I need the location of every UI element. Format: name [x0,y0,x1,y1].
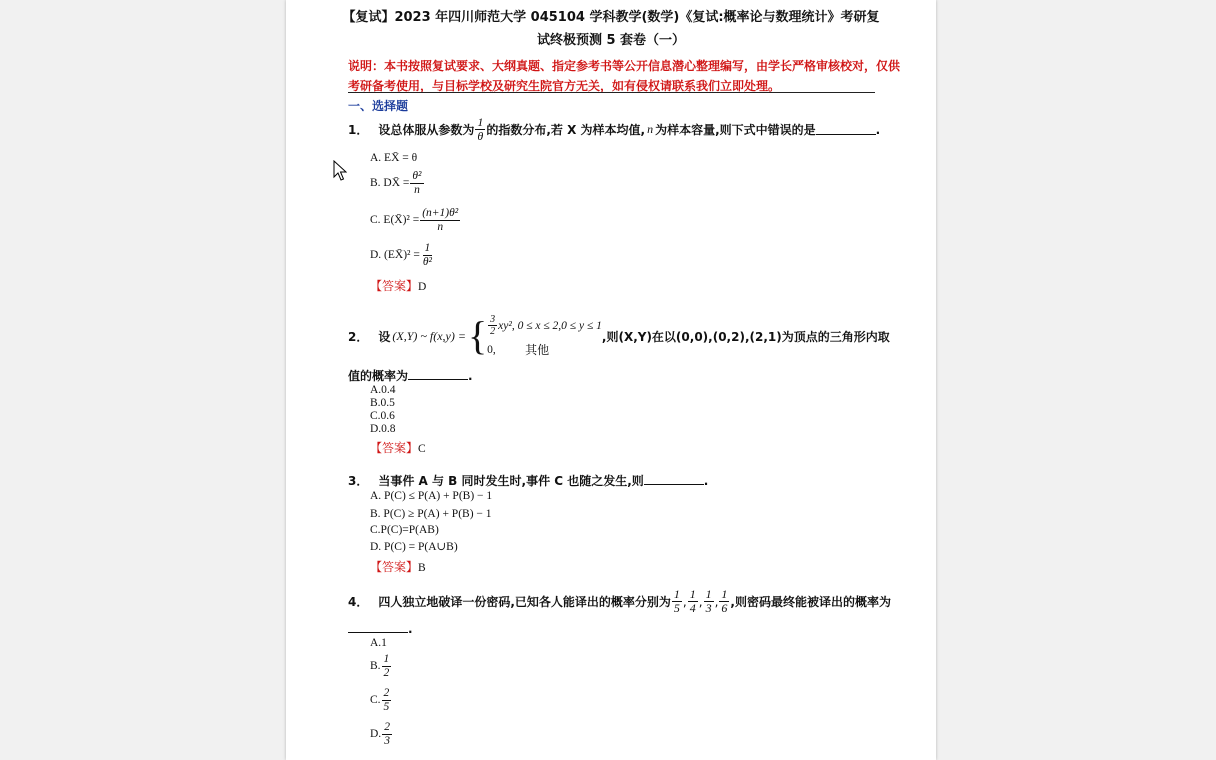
q1-frac-num: 1 [477,115,484,129]
q4-frac-2 [688,588,698,615]
q1-optb-den: n [414,183,420,196]
notice-line2: 考研备考使用，与目标学校及研究生院官方无关，如有侵权请联系我们立即处理。 [348,79,781,93]
q1-optb-pre: B. DX̄ = [370,177,410,190]
q1-optd-num: 1 [424,242,431,254]
q4-optc-den: 5 [383,700,390,713]
q3-option-a: A. P(C) ≤ P(A) + P(B) − 1 [370,490,493,502]
q1-optd-den: θ² [422,255,432,268]
q2-cases [487,314,602,358]
q1-optc-num: (n+1)θ² [422,207,459,219]
question-3 [348,472,708,489]
q2-brace: { [467,313,488,358]
q4-optc-label: C. [370,694,381,707]
q4-frac-1-num: 1 [673,587,680,601]
q4-option-a: A.1 [370,637,387,649]
q2-case1-expr: xy², 0 ≤ x ≤ 2,0 ≤ y ≤ 1 [498,319,602,332]
q4-frac-2-num: 1 [689,587,696,601]
q3-blank [644,474,704,485]
question-2 [348,308,890,364]
q1-option-c [370,207,461,233]
q1-text-post: 的指数分布,若 X 为样本均值, [486,123,646,138]
q1-answer-label: 【答案】 [370,279,419,293]
q2-distribution: (X,Y) ~ f(x,y) = [392,328,466,343]
q1-period: . [875,122,881,137]
q4-frac-3-num: 1 [705,587,712,601]
q1-optb-num: θ² [412,170,422,182]
q1-option-b [370,170,425,196]
q4-frac-1 [672,588,682,615]
header-rule [348,92,875,93]
q1-option-a: A. EX̄ = θ [370,152,418,164]
q1-fraction [475,116,485,143]
q3-option-c: C.P(C)=P(AB) [370,524,439,536]
q2-case2-value: 0, [487,343,496,356]
q4-optd-num: 2 [384,721,390,733]
q3-period: . [703,474,709,488]
q2-case2 [487,341,602,358]
q4-optb-den: 2 [383,666,390,679]
q2-case1-num: 3 [490,314,496,325]
section-heading: 一、选择题 [348,99,409,113]
q4-option-d [370,721,393,747]
q4-optd-label: D. [370,728,382,741]
q1-blank [816,124,876,135]
q1-optc-den: n [437,220,444,233]
q2-option-b: B.0.5 [370,397,395,409]
q4-frac-3-den: 3 [705,601,712,616]
q2-line2 [348,367,473,384]
q2-blank [408,369,468,380]
q4-optb-num: 1 [383,653,390,665]
q1-frac-den: θ [477,129,484,144]
q1-optd-pre: D. (EX̄)² = [370,249,420,262]
q3-text: 当事件 A 与 B 同时发生时,事件 C 也随之发生,则 [378,474,644,488]
q4-optd-den: 3 [384,734,390,747]
doc-title-line1: 【复试】2023 年四川师范大学 045104 学科教学(数学)《复试:概率论与数理统计》考研复 [342,10,880,25]
q4-text-pre: 四人独立地破译一份密码,已知各人能译出的概率分别为 [378,595,671,610]
q4-option-c [370,687,392,713]
q4-optb-label: B. [370,660,381,673]
q1-option-d [370,242,435,268]
q2-text-post: ,则(X,Y)在以(0,0),(0,2),(2,1)为顶点的三角形内取 [601,329,890,344]
question-4: 4． 四人独立地破译一份密码,已知各人能译出的概率分别为 $\frac{1}{5}$ , $\frac{1}{4}$ , $\frac{1}{3}$ , $\frac{1}{6}$ ,则密码最终能被译出的概率为 [348,587,891,616]
q2-case2-cond: 其他 [525,343,550,357]
q4-period: . [408,622,413,636]
q4-number: 4． [348,595,369,610]
q4-line2 [348,622,413,636]
q4-frac-4-den: 6 [721,601,728,616]
q2-answer-value: C [418,443,426,455]
q4-frac-4-num: 1 [721,587,728,601]
q2-text-pre: 设 [378,329,391,344]
q1-optc-frac [420,207,460,233]
q4-text-post: ,则密码最终能被译出的概率为 [730,595,891,610]
q2-option-d: D.0.8 [370,423,396,435]
q4-frac-2-den: 4 [689,601,696,616]
question-1 [348,116,880,143]
q4-optc-frac [382,687,392,713]
q1-n-symbol: n [647,122,654,137]
q1-optd-frac [421,242,434,268]
q2-answer [370,439,426,456]
q1-text-pre: 设总体服从参数为 [378,123,475,138]
q3-answer [370,558,426,575]
q2-case1-frac [488,314,497,337]
q1-number: 1． [348,123,369,138]
q1-optc-pre: C. E(X̄)² = [370,214,420,227]
q4-frac-3 [704,588,714,615]
q4-optc-num: 2 [383,687,390,699]
q3-option-b: B. P(C) ≥ P(A) + P(B) − 1 [370,508,492,520]
q2-option-c: C.0.6 [370,410,395,422]
q2-number: 2． [348,329,369,344]
q3-number: 3． [348,474,369,488]
notice-line1: 说明：本书按照复试要求、大纲真题、指定参考书等公开信息潜心整理编写，由学长严格审核校对，仅供 [348,59,901,73]
mouse-cursor-icon [333,160,347,182]
q3-answer-label: 【答案】 [370,560,419,574]
q3-option-d: D. P(C) = P(A∪B) [370,541,458,553]
q2-option-a: A.0.4 [370,384,396,396]
q2-case1-den: 2 [490,326,496,337]
q2-text-line2: 值的概率为 [348,369,409,383]
q4-blank [348,622,408,633]
q1-answer [370,277,426,294]
q4-option-b [370,653,392,679]
q4-frac-1-den: 5 [673,601,680,616]
q2-period: . [468,369,473,383]
doc-title-line2: 试终极预测 5 套卷（一） [536,33,686,48]
q1-answer-value: D [418,281,427,293]
q4-frac-4 [719,588,729,615]
q2-case1 [487,314,602,337]
q3-answer-value: B [418,562,426,574]
q1-optb-frac [410,170,423,196]
q4-optb-frac [382,653,392,679]
document-page [286,0,936,760]
q1-text-end: 为样本容量,则下式中错误的是 [655,123,816,138]
q2-answer-label: 【答案】 [370,441,419,455]
q4-optd-frac [382,721,392,747]
